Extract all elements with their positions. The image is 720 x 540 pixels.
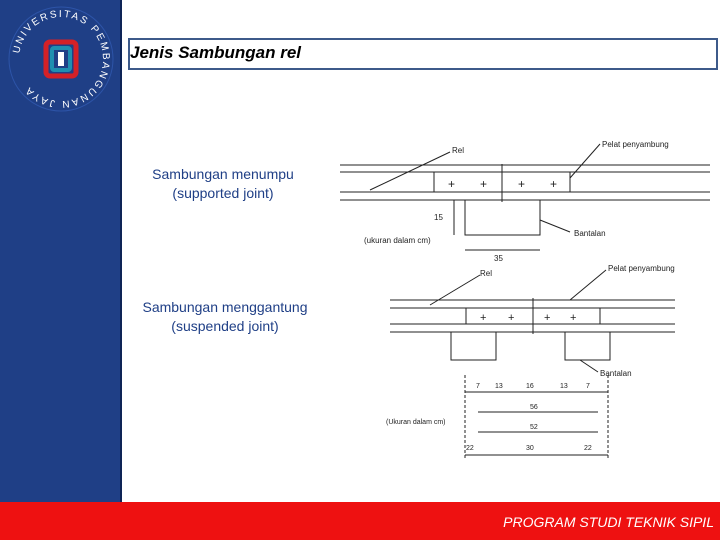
svg-text:+: +: [544, 312, 551, 324]
supported-joint-diagram: [340, 144, 710, 250]
suspended-joint-label: [130, 298, 320, 336]
top-rel-label: Rel: [452, 146, 465, 155]
top-dim-height: 15: [434, 213, 443, 222]
page-title: Jenis Sambungan rel: [130, 43, 301, 62]
supported-joint-label-line1: Sambungan menumpu: [152, 166, 294, 182]
sidebar-edge: [120, 0, 122, 502]
svg-text:+: +: [570, 312, 577, 324]
suspended-joint-label-line1: Sambungan menggantung: [142, 299, 308, 315]
footer-bar: [0, 502, 720, 540]
bottom-dim-row1-1: 13: [495, 383, 503, 390]
bottom-dim-row1-3: 13: [560, 383, 568, 390]
svg-text:+: +: [508, 312, 515, 324]
bottom-pelat-label: Pelat penyambung: [608, 264, 675, 273]
svg-text:+: +: [480, 177, 488, 191]
bottom-dim-56: 56: [530, 404, 538, 411]
footer-text: PROGRAM STUDI TEKNIK SIPIL: [503, 514, 714, 530]
top-unit-note: (ukuran dalam cm): [364, 236, 431, 245]
logo-arc-text: UNIVERSITAS PEMBANGUNAN JAYA: [11, 8, 112, 110]
joint-diagrams: [330, 120, 720, 500]
svg-text:+: +: [550, 177, 558, 191]
bottom-bantalan-label: Bantalan: [600, 369, 632, 378]
bottom-unit-note: (Ukuran dalam cm): [386, 419, 446, 426]
top-dim-width: 35: [494, 254, 503, 263]
supported-joint-label: [138, 165, 308, 203]
bottom-dim-row1-4: 7: [586, 383, 590, 390]
bottom-dim-row1-0: 7: [476, 383, 480, 390]
suspended-joint-diagram: [390, 270, 675, 460]
suspended-joint-label-line2: (suspended joint): [171, 318, 279, 334]
svg-text:+: +: [518, 177, 526, 191]
svg-text:+: +: [448, 177, 456, 191]
bottom-dim-row3-2: 22: [584, 445, 592, 452]
top-bantalan-label: Bantalan: [574, 229, 606, 238]
bottom-dim-row1-2: 16: [526, 383, 534, 390]
bottom-rel-label: Rel: [480, 269, 493, 278]
top-pelat-label: Pelat penyambung: [602, 140, 669, 149]
bottom-dim-row3-0: 22: [466, 445, 474, 452]
bottom-dim-row3-1: 30: [526, 445, 534, 452]
svg-text:+: +: [480, 312, 487, 324]
supported-joint-label-line2: (supported joint): [172, 185, 274, 201]
university-logo: [4, 2, 118, 116]
bottom-dim-52: 52: [530, 424, 538, 431]
